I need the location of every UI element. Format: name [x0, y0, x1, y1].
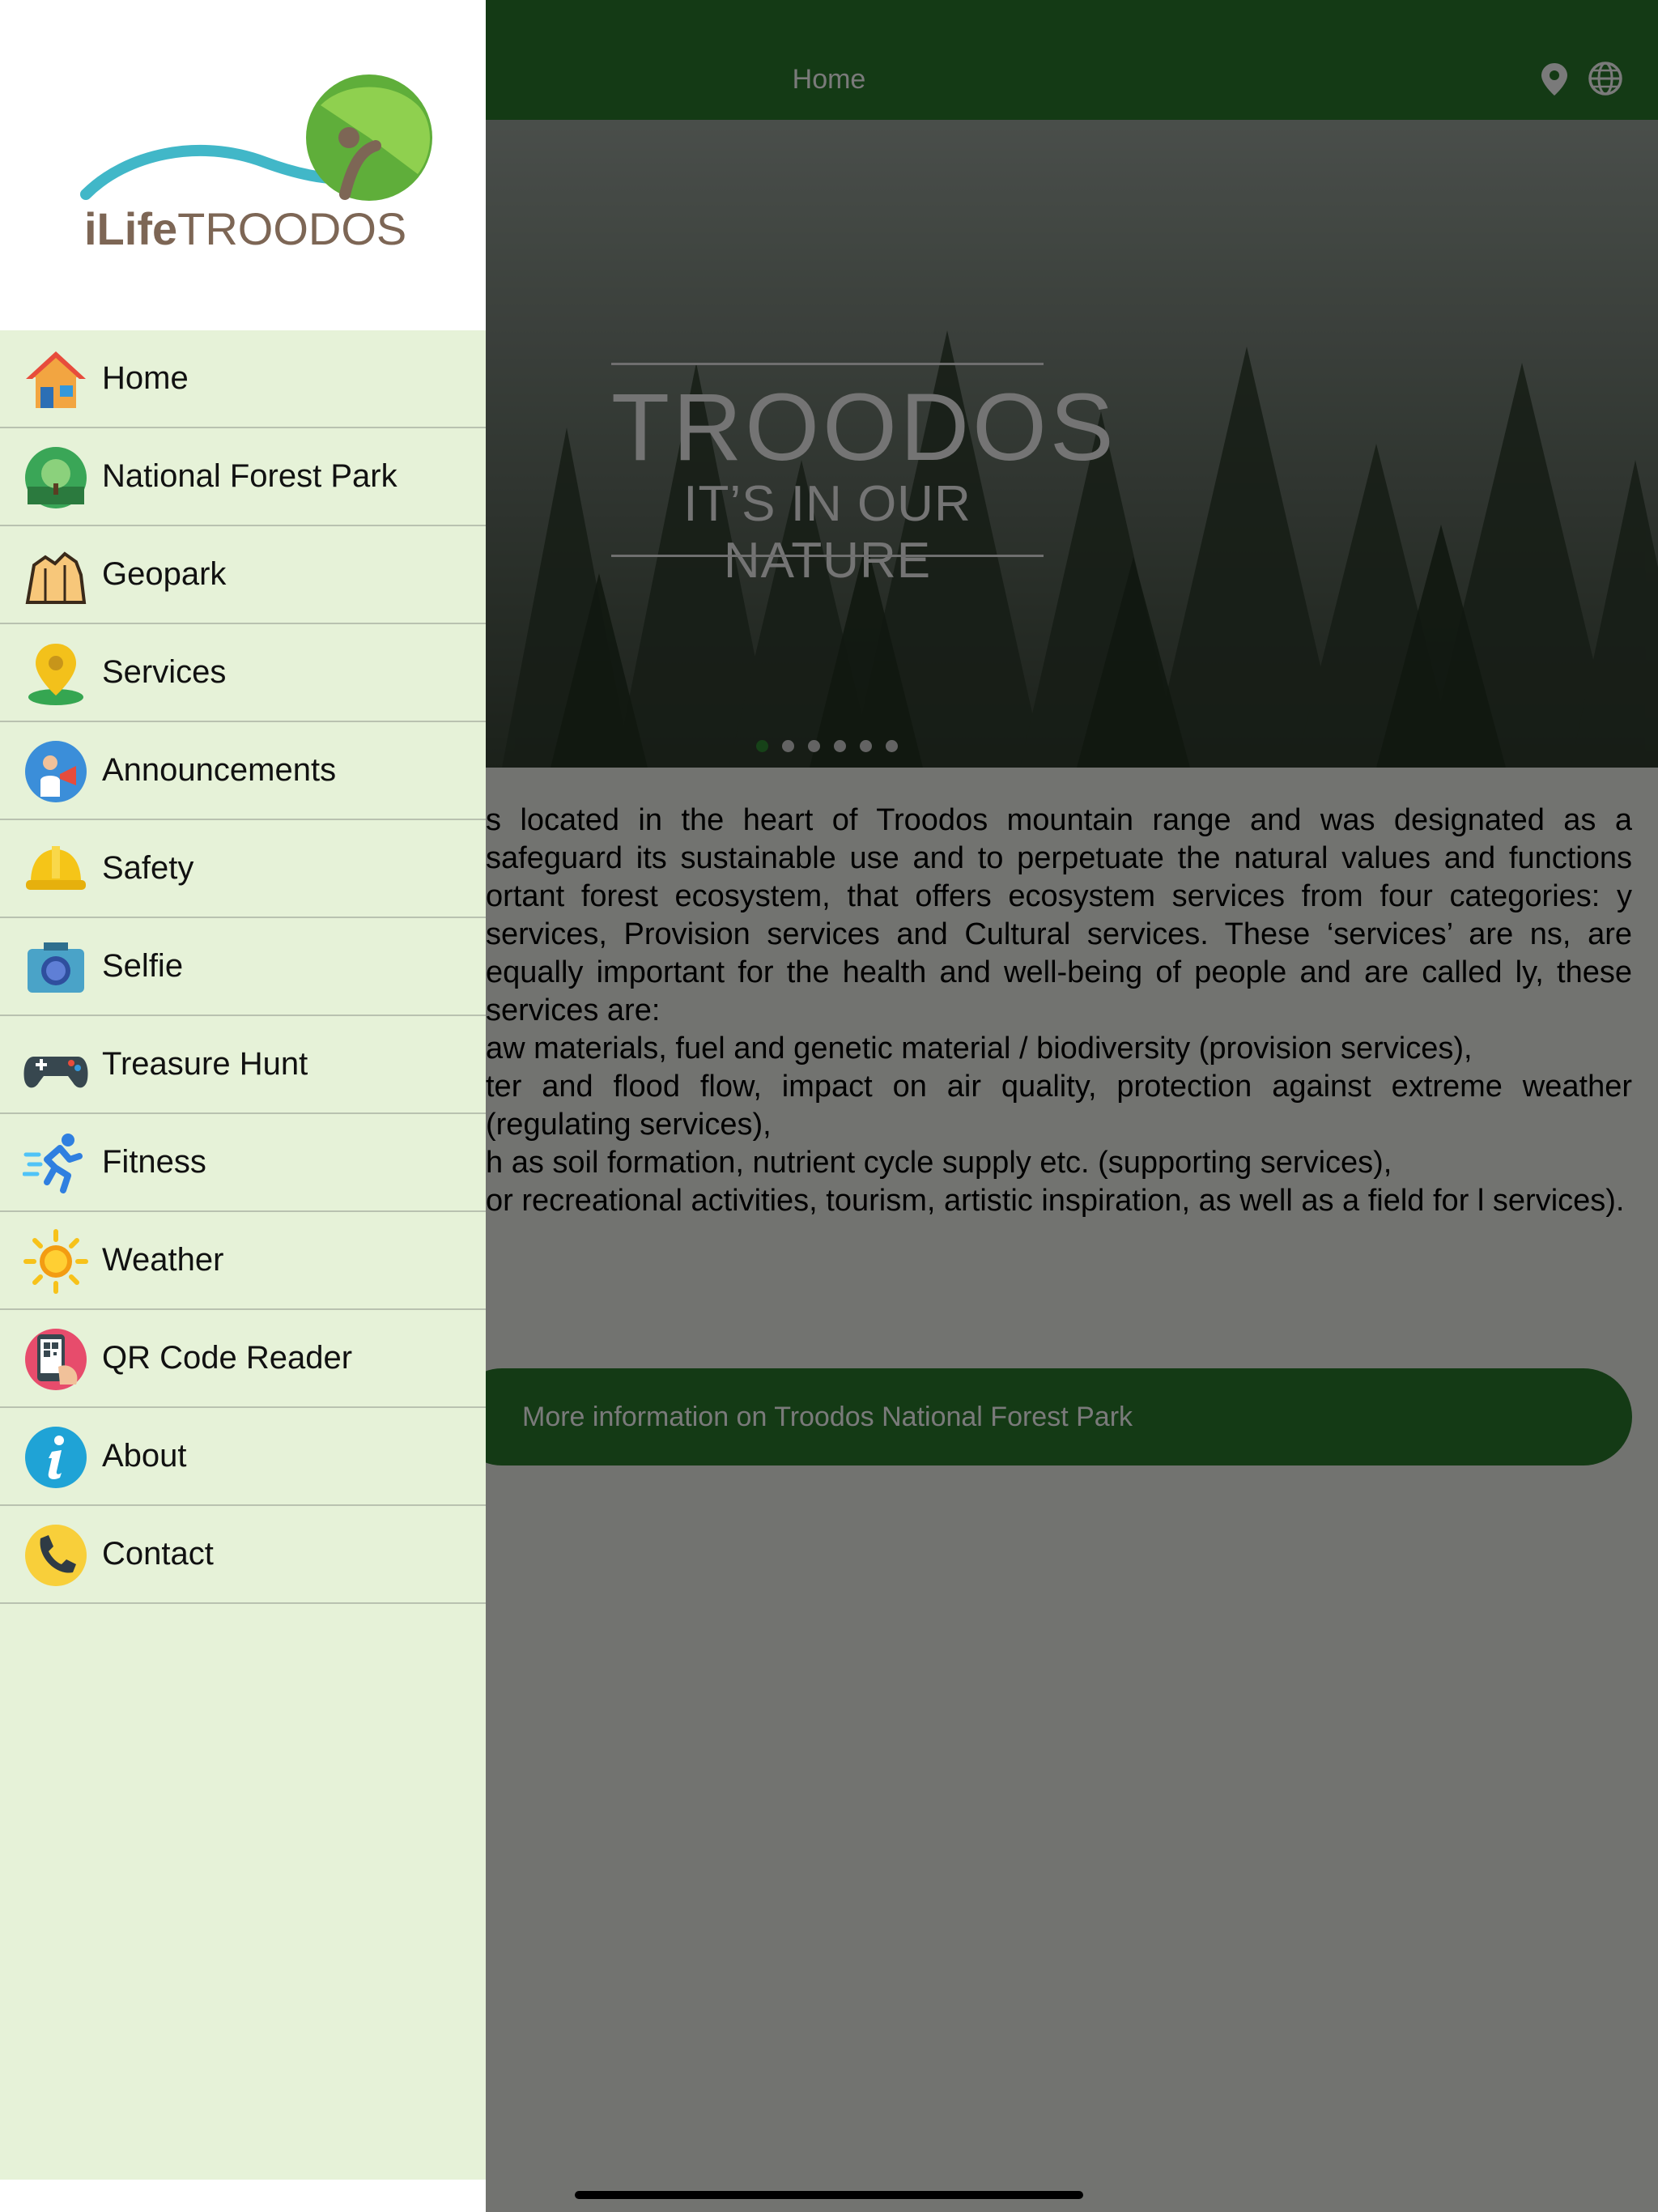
navigation-drawer: [0, 0, 486, 2212]
home-indicator[interactable]: [575, 2191, 1083, 2199]
drawer-item-selfie[interactable]: [0, 918, 486, 1016]
drawer-item-about[interactable]: [0, 1408, 486, 1506]
megaphone-icon: [23, 738, 89, 805]
drawer-item-services[interactable]: [0, 624, 486, 722]
sun-icon: [23, 1228, 89, 1295]
drawer-menu: [0, 330, 486, 1604]
drawer-item-label: Fitness: [102, 1144, 206, 1180]
drawer-header: [0, 0, 486, 330]
hard-hat-icon: [23, 836, 89, 903]
camera-icon: [23, 934, 89, 1001]
running-person-icon: [23, 1130, 89, 1197]
gamepad-icon: [23, 1032, 89, 1099]
drawer-item-qr-code-reader[interactable]: [0, 1310, 486, 1408]
forest-icon: [23, 445, 89, 511]
drawer-item-label: Safety: [102, 850, 194, 886]
drawer-item-label: Treasure Hunt: [102, 1046, 308, 1082]
drawer-item-label: QR Code Reader: [102, 1340, 353, 1376]
drawer-item-contact[interactable]: [0, 1506, 486, 1604]
drawer-item-label: Home: [102, 360, 189, 396]
drawer-item-fitness[interactable]: [0, 1114, 486, 1212]
drawer-item-label: About: [102, 1438, 187, 1474]
drawer-item-announcements[interactable]: [0, 722, 486, 820]
drawer-footer: [0, 2180, 486, 2212]
drawer-item-label: Announcements: [102, 752, 337, 788]
qr-code-icon: [23, 1326, 89, 1393]
drawer-item-label: Selfie: [102, 948, 184, 984]
house-icon: [23, 347, 89, 413]
drawer-item-national-forest-park[interactable]: [0, 428, 486, 526]
drawer-item-weather[interactable]: [0, 1212, 486, 1310]
drawer-item-label: Services: [102, 654, 227, 690]
drawer-item-label: Geopark: [102, 556, 227, 592]
drawer-item-label: Contact: [102, 1536, 214, 1572]
drawer-item-geopark[interactable]: [0, 526, 486, 624]
drawer-item-safety[interactable]: [0, 820, 486, 918]
info-icon: [23, 1424, 89, 1491]
drawer-item-label: National Forest Park: [102, 458, 397, 494]
phone-icon: [23, 1522, 89, 1589]
drawer-item-label: Weather: [102, 1242, 224, 1278]
drawer-item-home[interactable]: [0, 330, 486, 428]
logo-wordmark: iLifeTROODOS: [84, 203, 407, 254]
rock-formation-icon: [23, 542, 89, 609]
map-pin-icon: [23, 640, 89, 707]
drawer-item-treasure-hunt[interactable]: [0, 1016, 486, 1114]
